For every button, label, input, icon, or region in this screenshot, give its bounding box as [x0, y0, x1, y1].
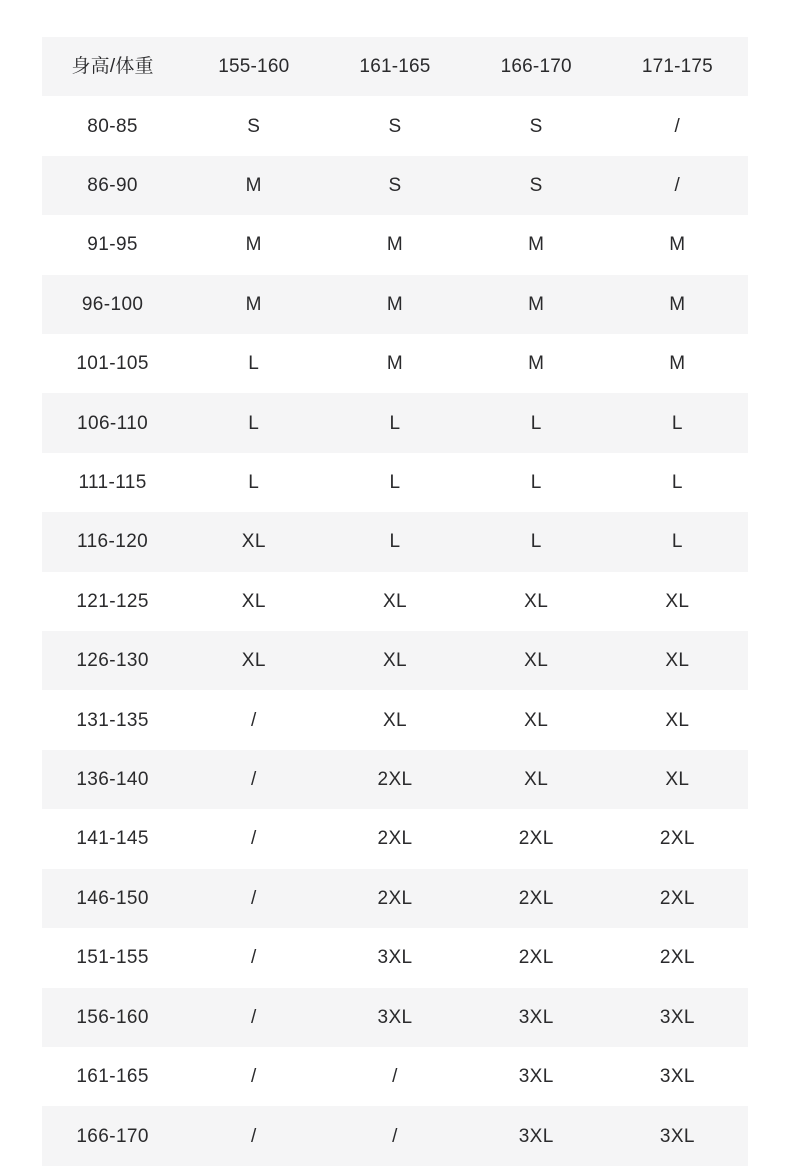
size-value-cell: /	[392, 1066, 398, 1088]
size-value-cell: L	[530, 412, 542, 434]
size-value-cell: XL	[382, 709, 408, 731]
row-label-weight-range: 106-110	[77, 412, 149, 434]
size-value-cell: XL	[382, 590, 408, 612]
size-value-cell: L	[248, 472, 260, 494]
size-value-cell: 3XL	[518, 1125, 554, 1147]
size-value-cell: /	[674, 175, 681, 197]
header-cell-height-weight: 身高/体重	[71, 56, 154, 78]
table-row	[42, 988, 748, 1047]
size-value-cell: XL	[241, 650, 266, 672]
size-value-cell: /	[250, 769, 257, 791]
size-value-cell: L	[671, 531, 683, 553]
size-value-cell: 2XL	[518, 828, 554, 850]
size-value-cell: XL	[524, 709, 549, 731]
row-label-weight-range: 116-120	[77, 531, 149, 553]
size-value-cell: /	[250, 1006, 257, 1028]
row-label-weight-range: 86-90	[87, 175, 138, 197]
table-row	[42, 512, 748, 571]
size-value-cell: /	[250, 1066, 257, 1088]
size-value-cell: XL	[241, 531, 266, 553]
size-value-cell: 3XL	[518, 1066, 554, 1088]
row-label-weight-range: 141-145	[76, 828, 149, 850]
size-value-cell: M	[245, 234, 262, 256]
size-value-cell: 3XL	[659, 1066, 695, 1088]
size-value-cell: L	[530, 472, 542, 494]
size-value-cell: 2XL	[377, 769, 413, 791]
size-value-cell: XL	[524, 590, 549, 612]
size-value-cell: M	[386, 353, 404, 375]
table-row	[42, 1106, 748, 1165]
size-chart-table	[42, 37, 748, 1166]
size-value-cell: M	[528, 353, 545, 375]
row-label-weight-range: 166-170	[76, 1125, 149, 1147]
size-value-cell: M	[669, 234, 686, 256]
table-row	[42, 275, 748, 334]
row-label-weight-range: 96-100	[81, 293, 144, 315]
size-value-cell: L	[248, 353, 260, 375]
size-value-cell: /	[250, 947, 257, 969]
size-value-cell: XL	[665, 709, 690, 731]
size-value-cell: M	[386, 293, 404, 315]
size-value-cell: 2XL	[659, 828, 695, 850]
size-value-cell: L	[248, 412, 260, 434]
row-label-weight-range: 146-150	[76, 887, 149, 909]
size-value-cell: XL	[241, 590, 266, 612]
row-label-weight-range: 156-160	[76, 1006, 149, 1028]
table-row	[42, 393, 748, 452]
size-value-cell: /	[250, 1125, 257, 1147]
size-value-cell: M	[528, 293, 545, 315]
size-value-cell: L	[389, 472, 401, 494]
table-row	[42, 750, 748, 809]
size-value-cell: 3XL	[377, 947, 413, 969]
row-label-weight-range: 101-105	[76, 353, 149, 375]
size-value-cell: /	[250, 709, 257, 731]
table-row	[42, 215, 748, 274]
table-row	[42, 1047, 748, 1106]
size-value-cell: XL	[665, 650, 690, 672]
size-value-cell: 2XL	[377, 887, 413, 909]
table-header-row	[42, 37, 748, 96]
size-value-cell: XL	[524, 769, 549, 791]
size-value-cell: L	[389, 412, 401, 434]
size-value-cell: 3XL	[659, 1125, 695, 1147]
size-value-cell: S	[529, 115, 543, 137]
table-row	[42, 869, 748, 928]
table-row	[42, 809, 748, 868]
row-label-weight-range: 126-130	[76, 650, 149, 672]
size-value-cell: 3XL	[377, 1006, 413, 1028]
size-value-cell: L	[671, 412, 683, 434]
size-value-cell: M	[669, 293, 686, 315]
size-value-cell: XL	[382, 650, 408, 672]
table-row	[42, 453, 748, 512]
size-value-cell: M	[245, 175, 262, 197]
size-value-cell: /	[392, 1125, 398, 1147]
size-value-cell: L	[671, 472, 683, 494]
table-row	[42, 690, 748, 749]
header-cell-height-range: 161-165	[359, 56, 431, 78]
size-value-cell: L	[389, 531, 401, 553]
size-value-cell: /	[250, 887, 257, 909]
size-value-cell: 2XL	[377, 828, 413, 850]
row-label-weight-range: 131-135	[76, 709, 149, 731]
size-value-cell: /	[250, 828, 257, 850]
size-value-cell: S	[247, 115, 261, 137]
size-value-cell: 3XL	[518, 1006, 554, 1028]
row-label-weight-range: 121-125	[76, 590, 149, 612]
size-value-cell: XL	[665, 769, 690, 791]
size-value-cell: S	[529, 175, 543, 197]
size-value-cell: 2XL	[518, 887, 554, 909]
size-value-cell: S	[388, 175, 402, 197]
row-label-weight-range: 91-95	[87, 234, 138, 256]
row-label-weight-range: 111-115	[78, 472, 147, 494]
table-row	[42, 572, 748, 631]
size-value-cell: 2XL	[659, 947, 695, 969]
row-label-weight-range: 161-165	[76, 1066, 149, 1088]
size-value-cell: 2XL	[659, 887, 695, 909]
size-value-cell: XL	[524, 650, 549, 672]
row-label-weight-range: 80-85	[87, 115, 138, 137]
size-value-cell: L	[530, 531, 542, 553]
table-row	[42, 928, 748, 987]
row-label-weight-range: 136-140	[76, 769, 149, 791]
size-value-cell: XL	[665, 590, 690, 612]
table-row	[42, 96, 748, 155]
size-value-cell: M	[386, 234, 404, 256]
table-row	[42, 334, 748, 393]
table-row	[42, 156, 748, 215]
header-cell-height-range: 155-160	[218, 56, 290, 78]
size-value-cell: M	[669, 353, 686, 375]
size-value-cell: M	[528, 234, 545, 256]
size-value-cell: /	[674, 115, 681, 137]
size-value-cell: M	[245, 293, 262, 315]
row-label-weight-range: 151-155	[76, 947, 149, 969]
header-cell-height-range: 171-175	[641, 56, 713, 78]
header-cell-height-range: 166-170	[500, 56, 572, 78]
size-value-cell: 2XL	[518, 947, 554, 969]
size-value-cell: S	[388, 115, 402, 137]
size-value-cell: 3XL	[659, 1006, 695, 1028]
table-row	[42, 631, 748, 690]
